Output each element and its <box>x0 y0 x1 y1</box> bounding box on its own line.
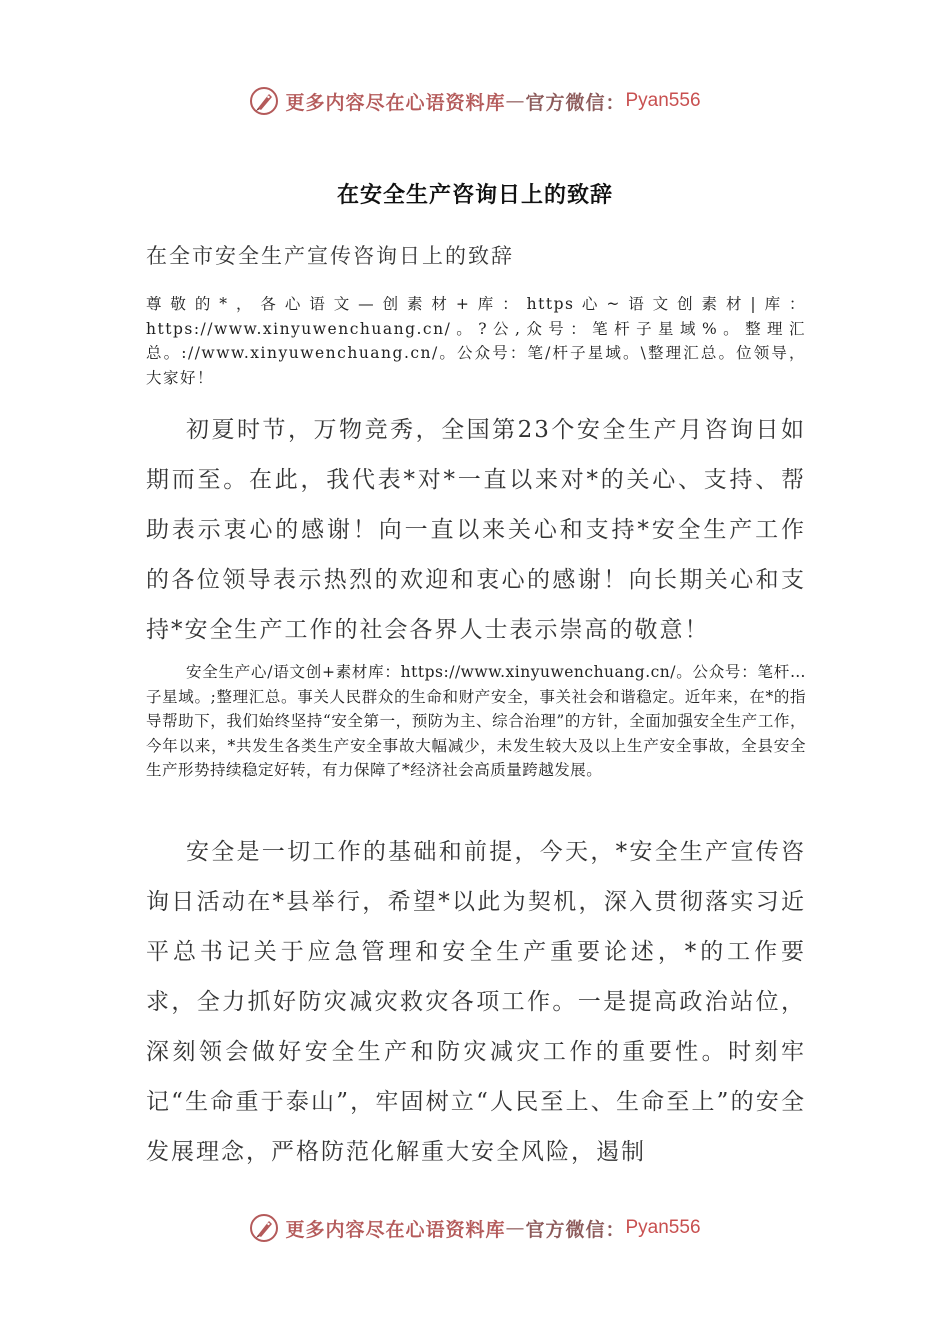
pen-nib-icon <box>249 86 279 116</box>
body-paragraph-3: 安全是一切工作的基础和前提，今天，*安全生产宣传咨询日活动在*县举行，希望*以此为契机，深入贯彻落实习近平总书记关于应急管理和安全生产重要论述，*的工作要求，全力抓好防灾减灾救灾各项工作。一是提高政治站位，深刻领会做好安全生产和防灾减灾工作的重要性。时刻牢记“生命重于泰山”，牢固树立“人民至上、生命至上”的安全发展理念，严格防范化解重大安全风险，遏制 <box>146 839 806 1165</box>
body-paragraph-1: 初夏时节，万物竞秀，全国第23个安全生产月咨询日如期而至。在此，我代表*对*一直以来对*的关心、支持、帮助表示衷心的感谢！向一直以来关心和支持*安全生产工作的各位领导表示热烈的欢迎和衷心的感谢！向长期关心和支持*安全生产工作的社会各界人士表示崇高的敬意！ <box>146 417 806 643</box>
banner-dash: — <box>505 90 526 112</box>
banner-main-text: 更多内容尽在心语资料库 <box>285 1218 506 1241</box>
page-title: 在安全生产咨询日上的致辞 <box>336 182 613 208</box>
banner-wechat-id: Pyan556 <box>625 1217 701 1238</box>
banner-dash: — <box>505 1217 526 1239</box>
banner-wechat-label: 官方微信： <box>525 1218 626 1241</box>
banner-wechat-id: Pyan556 <box>625 90 701 111</box>
banner-main-text: 更多内容尽在心语资料库 <box>285 91 506 114</box>
header-banner <box>0 86 950 116</box>
pen-nib-icon <box>249 1213 279 1243</box>
body-paragraph-2: 安全生产心/语文创+素材库：https://www.xinyuwenchuang.cn/。公众号：笔杆…子星域。;整理汇总。事关人民群众的生命和财产安全，事关社会和谐稳定。近年来，在*的指导帮助下，我们始终坚持“安全第一，预防为主、综合治理”的方针，全面加强安全生产工作，今年以来，*共发生各类生产安全事故大幅减少，未发生较大及以上生产安全事故，全县安全生产形势持续稳定好转，有力保障了*经济社会高质量跨越发展。 <box>146 663 806 779</box>
subtitle: 在全市安全生产宣传咨询日上的致辞 <box>146 244 514 268</box>
banner-wechat-label: 官方微信： <box>525 91 626 114</box>
greeting-paragraph: 尊敬的*，各心语文—创素材+库：https心~语文创素材|库：https://www.xinyuwenchuang.cn/。?公,众号：笔杆子星域%。整理汇总。://www.xinyuwenchuang.cn/。公众号：笔/杆子星域。\整理汇总。位领导，大家好！ <box>146 295 806 387</box>
footer-banner <box>0 1213 950 1243</box>
